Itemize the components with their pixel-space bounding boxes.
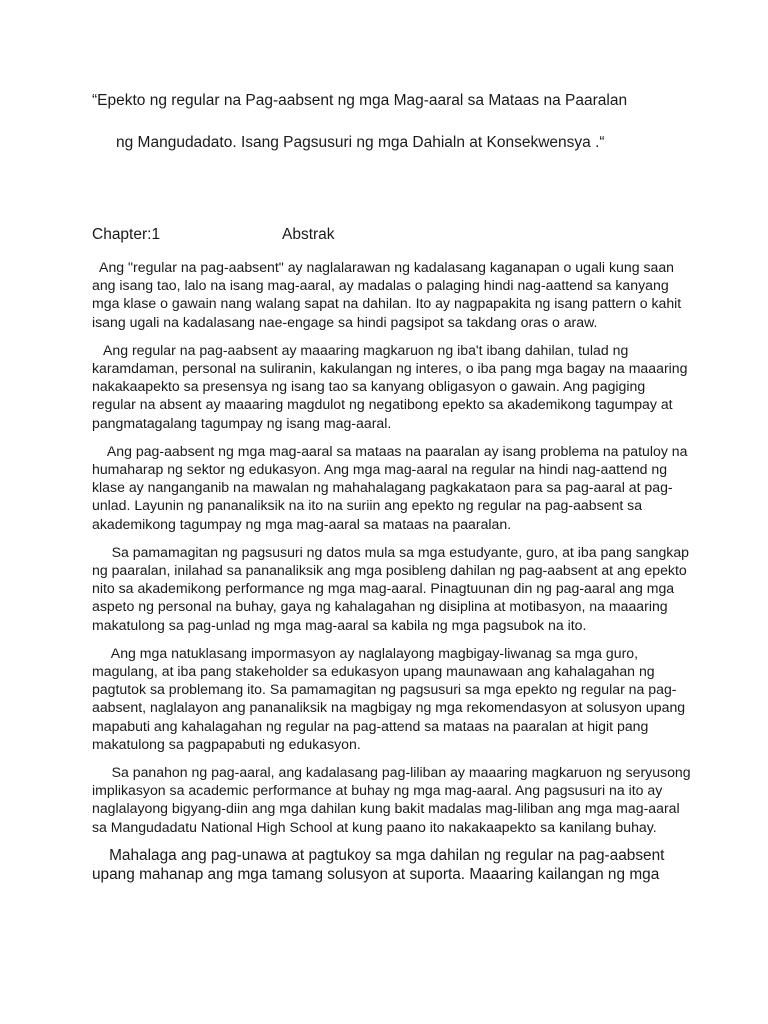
abstract-paragraph xyxy=(92,543,690,634)
paragraph-line: Ang "regular na pag-aabsent" ay naglalarawan ng kadalasang kaganapan o ugali kung saan xyxy=(92,259,675,275)
section-title: Abstrak xyxy=(282,226,335,243)
paragraph-line: mapabuti ang kahalagahan ng regular na pag-attend sa mataas na paaralan at higit pang xyxy=(92,717,649,734)
paragraph-line: makatulong sa pag-unlad ng mga mag-aaral sa kabila ng mga pagsubok na ito. xyxy=(92,616,587,633)
document-title-line-2: ng Mangudadato. Isang Pagsusuri ng mga Dahialn at Konsekwensya .“ xyxy=(116,134,605,151)
abstract-paragraph xyxy=(92,341,688,432)
paragraph-line: aspeto ng personal na buhay, gaya ng kahalagahan ng disiplina at motibasyon, na maaaring xyxy=(92,598,668,615)
abstract-paragraph xyxy=(92,258,682,331)
paragraph-line: Mahalaga ang pag-unawa at pagtukoy sa mga dahilan ng regular na pag-aabsent xyxy=(92,846,665,864)
paragraph-line: nakakaapekto sa presensya ng isang tao sa kanyang obligasyon o gawain. Ang pagiging xyxy=(92,378,646,395)
paragraph-line: implikasyon sa academic performance at buhay ng mga mag-aaral. Ang pagsusuri na ito ay xyxy=(92,782,663,799)
paragraph-line: makatulong sa pagpapabuti ng edukasyon. xyxy=(92,735,361,752)
paragraph-line: isang ugali na kadalasang nae-engage sa hindi pagsipot sa takdang oras o araw. xyxy=(92,313,598,330)
abstract-paragraph xyxy=(92,442,688,533)
paragraph-line: Ang regular na pag-aabsent ay maaaring magkaruon ng iba't ibang dahilan, tulad ng xyxy=(92,341,629,358)
abstract-body xyxy=(92,258,691,895)
paragraph-line: Sa panahon ng pag-aaral, ang kadalasang pag-liliban ay maaaring magkaruon ng seryusong xyxy=(92,764,691,781)
paragraph-line: magulang, at iba pang stakeholder sa edukasyon upang maunawaan ang kahalagahan ng xyxy=(92,663,655,680)
paragraph-line: unlad. Layunin ng pananaliksik na ito na suriin ang epekto ng regular na pag-aabsent sa xyxy=(92,497,643,514)
paragraph-line: naglalayong bigyang-diin ang mga dahilan kung bakit madalas mag-liliban ang mga mag-aaral xyxy=(92,800,680,817)
paragraph-line: upang mahanap ang mga tamang solusyon at suporta. Maaaring kailangan ng mga xyxy=(92,866,660,884)
paragraph-line: Sa pamamagitan ng pagsusuri ng datos mula sa mga estudyante, guro, at iba pang sangkap xyxy=(92,543,690,560)
paragraph-line: klase ay nanganganib na mawalan ng mahahalagang pagkakataon para sa pag-aaral at pag- xyxy=(92,479,673,496)
paragraph-line: regular na absent ay maaaring magdulot ng negatibong epekto sa akademikong tagumpay at xyxy=(92,396,673,413)
paragraph-line: pagtutok sa problemang ito. Sa pamamagitan ng pagsusuri sa mga epekto ng regular na pag- xyxy=(92,681,677,698)
paragraph-line: sa Mangudadatu National High School at kung paano ito nakakaapekto sa kanilang buhay. xyxy=(92,818,657,835)
paragraph-line: humaharap ng sektor ng edukasyon. Ang mga mag-aaral na regular na hindi nag-aattend ng xyxy=(92,461,668,478)
paragraph-line: Ang mga natuklasang impormasyon ay naglalayong magbigay-liwanag sa mga guro, xyxy=(92,644,639,661)
paragraph-line: nito sa akademikong performance ng mga mag-aaral. Pinagtuunan din ng pag-aaral ang mga xyxy=(92,580,675,597)
paragraph-line: ang isang tao, lalo na isang mag-aaral, ay madalas o palaging hindi nag-aattend sa kanyang xyxy=(92,277,669,294)
paragraph-line: pangmatagalang tagumpay ng isang mag-aaral. xyxy=(92,414,392,431)
abstract-paragraph xyxy=(92,846,664,885)
abstract-paragraph xyxy=(92,763,691,836)
paragraph-line: ng paaralan, inilahad sa pananaliksik ang mga posibleng dahilan ng pag-aabsent at ang epekto xyxy=(92,562,687,579)
paragraph-line: karamdaman, personal na suliranin, kakulangan ng interes, o iba pang mga bagay na maaaring xyxy=(92,360,688,377)
paragraph-line: mga klase o gawain nang walang sapat na dahilan. Ito ay nagpapakita ng isang pattern o kahit xyxy=(92,295,682,312)
paragraph-line: aabsent, naglalayon ang pananaliksik na magbigay ng mga rekomendasyon at solusyon upang xyxy=(92,699,686,716)
abstract-paragraph xyxy=(92,644,686,753)
paragraph-line: Ang pag-aabsent ng mga mag-aaral sa mataas na paaralan ay isang problema na patuloy na xyxy=(92,442,688,459)
document-title-line-1: “Epekto ng regular na Pag-aabsent ng mga Mag-aaral sa Mataas na Paaralan xyxy=(92,92,628,109)
paragraph-line: akademikong tagumpay ng mga mag-aaral sa mataas na paaralan. xyxy=(92,515,512,532)
chapter-label: Chapter:1 xyxy=(92,226,161,243)
